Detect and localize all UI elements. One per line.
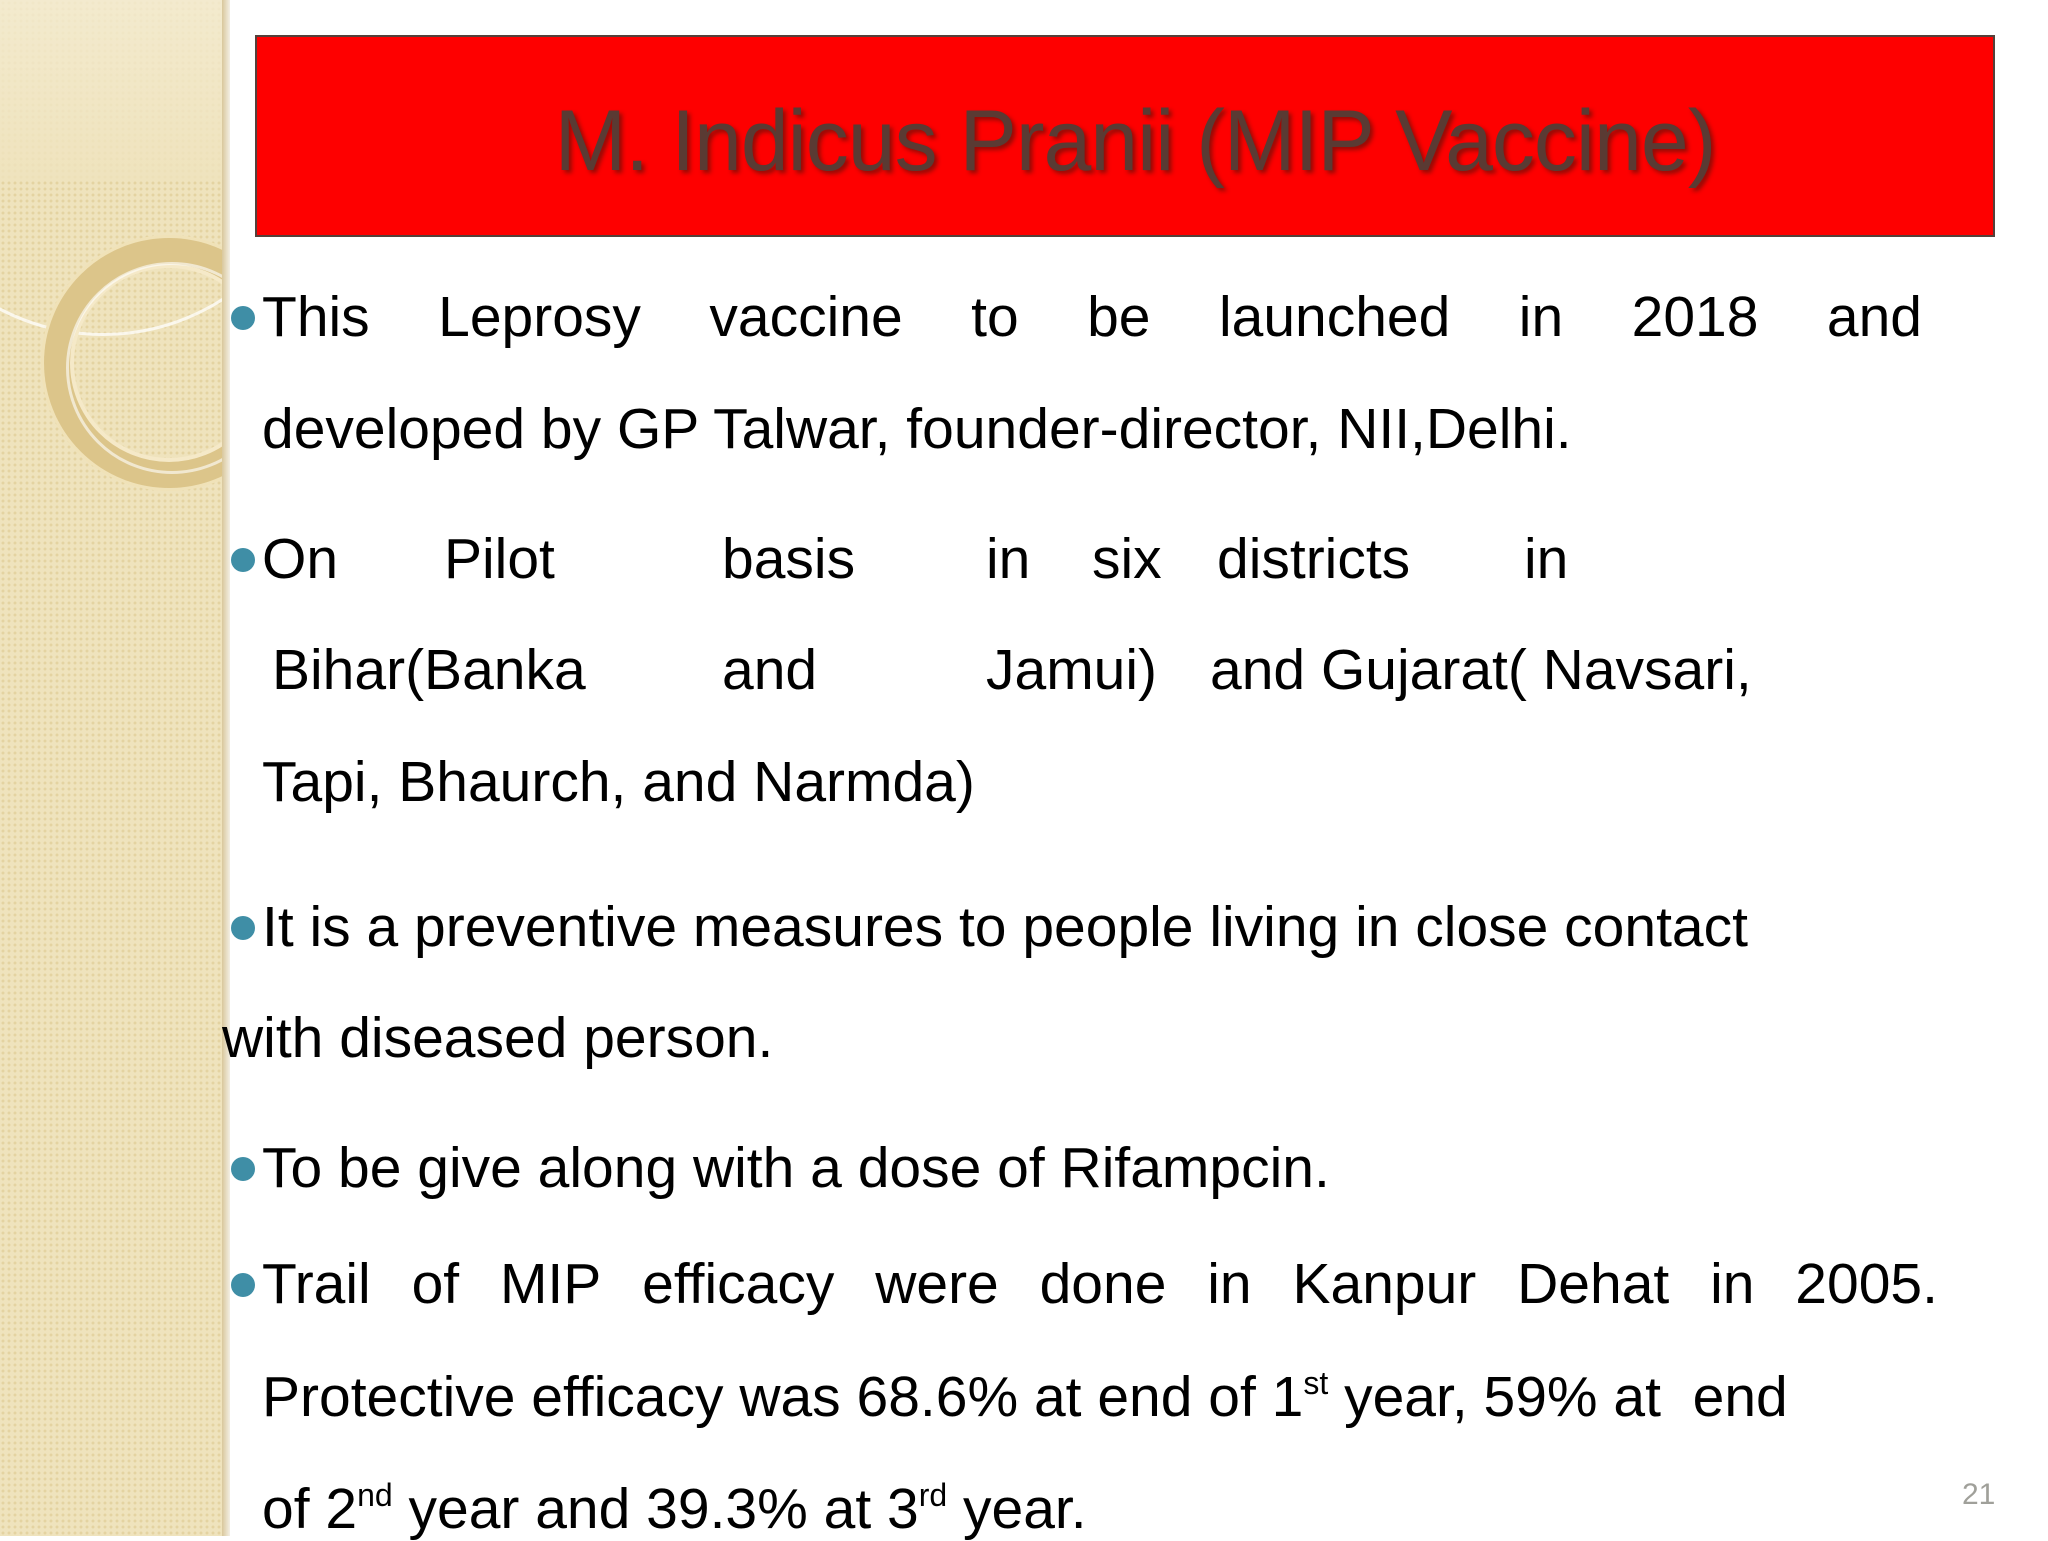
word: in [1207,1252,1252,1316]
bullet-dot [231,306,255,330]
word: 2018 [1631,285,1759,349]
bullet-1-line-1 [262,285,1922,349]
word: in [1518,285,1564,349]
superscript: nd [357,1477,393,1513]
bullet-3-line-1: It is a preventive measures to people living in close contact [262,895,1748,959]
word: Trail [262,1252,371,1316]
superscript: rd [918,1477,948,1513]
word: were [875,1252,999,1316]
word: vaccine [709,285,903,349]
bullet-1-line-2: developed by GP Talwar, founder-director, NII,Delhi. [262,397,1572,461]
bullet-dot [231,548,255,572]
word: Kanpur [1292,1252,1477,1316]
bullet-2-line-2 [262,638,1862,702]
word: in [1524,527,1569,591]
text-run: of 2 [262,1477,358,1541]
word: and [722,638,818,702]
word: MIP [499,1252,602,1316]
word: and Gujarat( Navsari, [1210,638,1752,702]
word: Leprosy [438,285,641,349]
text-run: Protective efficacy was 68.6% at end of 1 [262,1365,1304,1429]
word: of [411,1252,460,1316]
word: 2005. [1795,1252,1938,1316]
bullet-5-line-2 [262,1365,1788,1429]
word: in [1710,1252,1755,1316]
word: Dehat [1517,1252,1670,1316]
bullet-dot [231,916,255,940]
bullet-dot [231,1157,255,1181]
superscript: st [1303,1365,1329,1401]
word: Bihar(Banka [272,638,586,702]
word: and [1826,285,1922,349]
word: efficacy [642,1252,835,1316]
word: to [971,285,1019,349]
bullet-5-line-1 [262,1252,1938,1316]
word: Pilot [444,527,555,591]
word: districts [1217,527,1411,591]
bullet-3-line-2: with diseased person. [222,1006,774,1070]
word: On [262,527,339,591]
word: six [1092,527,1162,591]
bullet-5-line-3 [262,1477,1087,1541]
bullet-2-line-1 [262,527,1662,591]
word: be [1087,285,1151,349]
slide-title: M. Indicus Pranii (MIP Vaccine) [554,93,1716,189]
bullet-dot [231,1273,255,1297]
word: launched [1218,285,1451,349]
slide-number: 21 [1962,1478,1996,1511]
text-run: year. [947,1477,1087,1541]
text-run: year and 39.3% at 3 [392,1477,919,1541]
word: done [1039,1252,1167,1316]
bullet-4-line-1: To be give along with a dose of Rifampcin. [262,1136,1330,1200]
text-run: year, 59% at end [1328,1365,1788,1429]
word: This [262,285,370,349]
bullet-2-line-3: Tapi, Bhaurch, and Narmda) [262,750,975,814]
word: basis [722,527,856,591]
word: Jamui) [986,638,1158,702]
word: in [986,527,1031,591]
